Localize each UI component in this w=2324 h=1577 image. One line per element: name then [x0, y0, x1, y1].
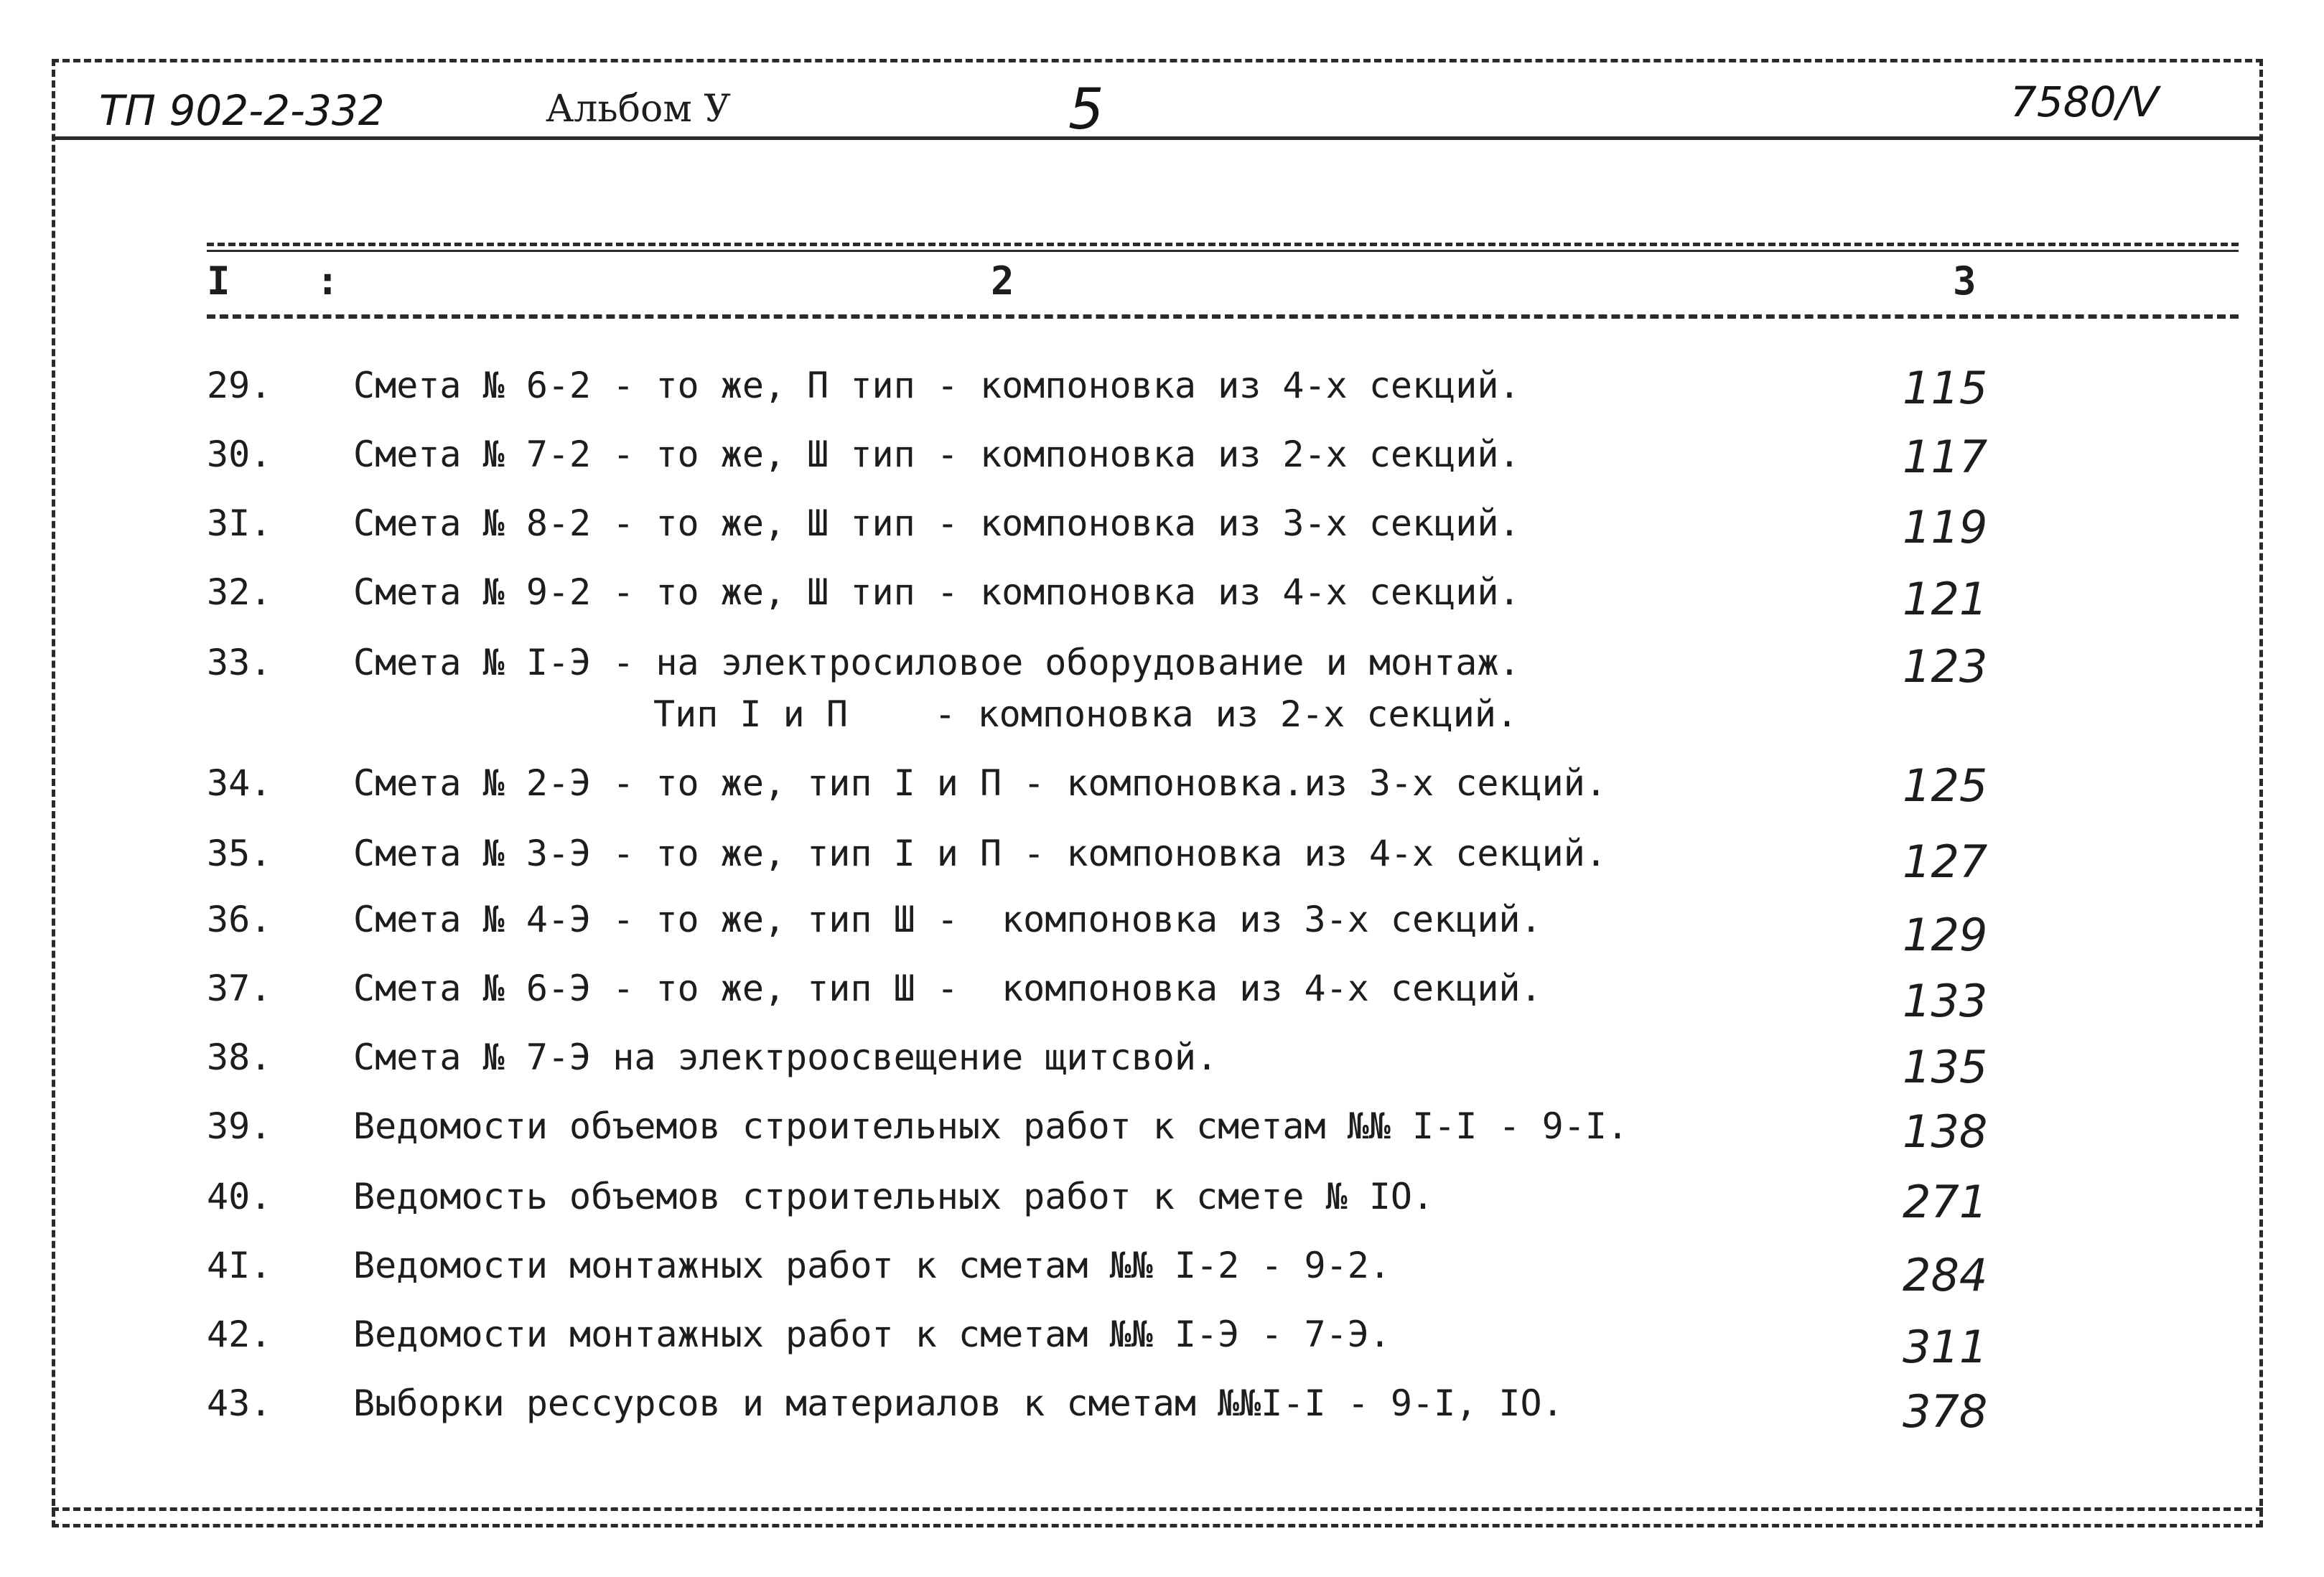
column-header-separator: :: [316, 258, 340, 304]
row-number: 34.: [207, 762, 272, 804]
row-page-number: 119: [1903, 501, 1988, 553]
row-description: Смета № 6-2 - то же, П тип - компоновка из 4-х секций.: [353, 365, 1521, 406]
row-page-number: 115: [1903, 362, 1988, 414]
archive-number: 7580/V: [2010, 78, 2159, 126]
row-description-continuation: Тип I и П - компоновка из 2-х секций.: [653, 693, 1518, 735]
row-page-number: 271: [1903, 1176, 1988, 1228]
row-page-number: 117: [1903, 431, 1988, 483]
row-description: Смета № 3-Э - то же, тип I и П - компоновка из 4-х секций.: [353, 833, 1607, 874]
column-header-name: 2: [991, 258, 1014, 304]
sheet-number: 5: [1068, 78, 1104, 142]
bottom-frame-rule: [52, 1507, 2263, 1511]
row-number: 40.: [207, 1176, 272, 1217]
row-number: 33.: [207, 642, 272, 683]
row-page-number: 284: [1903, 1249, 1988, 1301]
column-header-page: 3: [1953, 258, 1977, 304]
row-page-number: 121: [1903, 573, 1988, 625]
row-description: Смета № 4-Э - то же, тип Ш - компоновка из 3-х секций.: [353, 899, 1542, 940]
row-description: Смета № 7-Э на электроосвещение щитсвой.: [353, 1036, 1218, 1078]
column-header-number: I: [207, 258, 230, 304]
table-header-rule: [207, 314, 2239, 319]
row-number: 43.: [207, 1382, 272, 1424]
row-page-number: 129: [1903, 909, 1988, 961]
row-number: 4I.: [207, 1245, 272, 1286]
row-description: Смета № 7-2 - то же, Ш тип - компоновка из 2-х секций.: [353, 434, 1521, 475]
row-number: 32.: [207, 571, 272, 613]
row-description: Ведомости монтажных работ к сметам №№ I-2 - 9-2.: [353, 1245, 1391, 1286]
row-description: Смета № 8-2 - то же, Ш тип - компоновка из 3-х секций.: [353, 502, 1521, 544]
row-number: 39.: [207, 1105, 272, 1147]
table-top-rule: [207, 243, 2239, 246]
row-number: 35.: [207, 833, 272, 874]
album-label: Альбом У: [546, 88, 731, 131]
row-page-number: 138: [1903, 1105, 1988, 1158]
row-description: Смета № 2-Э - то же, тип I и П - компоновка.из 3-х секций.: [353, 762, 1607, 804]
row-page-number: 311: [1903, 1321, 1988, 1373]
row-description: Ведомости объемов строительных работ к сметам №№ I-I - 9-I.: [353, 1105, 1629, 1147]
row-description: Смета № I-Э - на электросиловое оборудование и монтаж.: [353, 642, 1521, 683]
title-block-rule: [52, 136, 2263, 140]
row-page-number: 123: [1903, 640, 1988, 693]
row-page-number: 127: [1903, 836, 1988, 888]
row-description: Смета № 6-Э - то же, тип Ш - компоновка из 4-х секций.: [353, 968, 1542, 1009]
row-number: 29.: [207, 365, 272, 406]
row-number: 42.: [207, 1314, 272, 1355]
row-page-number: 133: [1903, 975, 1988, 1027]
row-page-number: 125: [1903, 759, 1988, 812]
row-description: Смета № 9-2 - то же, Ш тип - компоновка из 4-х секций.: [353, 571, 1521, 613]
table-top-rule-inner: [207, 250, 2239, 252]
row-number: 36.: [207, 899, 272, 940]
row-number: 38.: [207, 1036, 272, 1078]
row-number: 3I.: [207, 502, 272, 544]
row-description: Ведомости монтажных работ к сметам №№ I-Э - 7-Э.: [353, 1314, 1391, 1355]
row-page-number: 378: [1903, 1385, 1988, 1438]
row-description: Выборки рессурсов и материалов к сметам №№I-I - 9-I, IO.: [353, 1382, 1564, 1424]
document-code: ТП 902-2-332: [99, 86, 385, 135]
row-number: 37.: [207, 968, 272, 1009]
row-number: 30.: [207, 434, 272, 475]
row-page-number: 135: [1903, 1041, 1988, 1093]
row-description: Ведомость объемов строительных работ к смете № IO.: [353, 1176, 1434, 1217]
